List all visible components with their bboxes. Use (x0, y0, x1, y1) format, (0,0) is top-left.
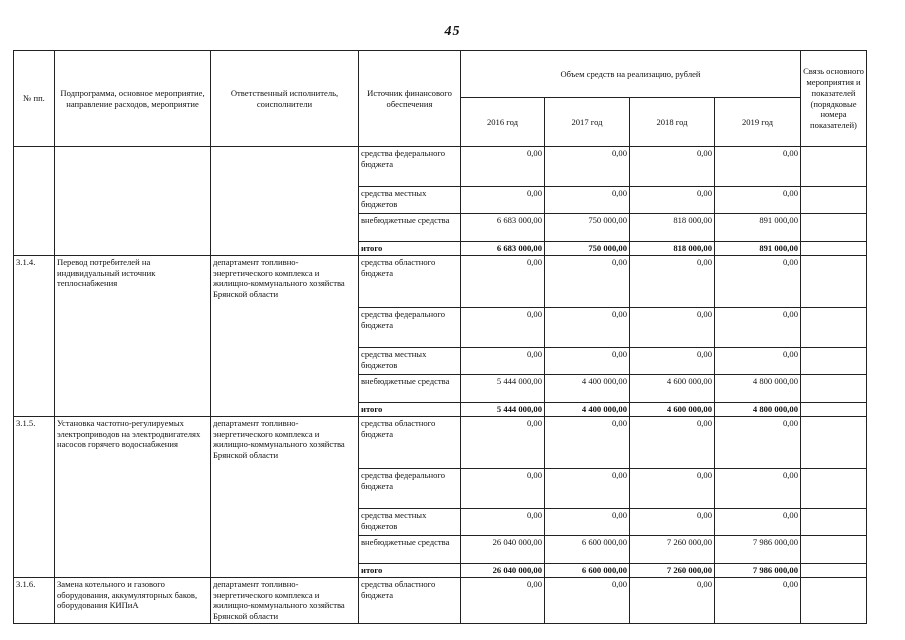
amount-cell: 6 600 000,00 (545, 564, 630, 578)
header-link: Связь основного мероприятия и показателей (порядковые номера показателей) (801, 51, 867, 147)
amount-cell: 0,00 (461, 509, 545, 536)
header-responsible: Ответственный исполнитель, соисполнители (211, 51, 359, 147)
link-cell (801, 509, 867, 536)
source-cell: средства областного бюджета (359, 578, 461, 624)
amount-cell: 6 683 000,00 (461, 242, 545, 256)
item-no-cell: 3.1.5. (14, 417, 55, 578)
source-cell: средства областного бюджета (359, 256, 461, 308)
link-cell (801, 417, 867, 469)
amount-cell: 0,00 (630, 187, 715, 214)
amount-cell: 0,00 (545, 417, 630, 469)
amount-cell: 0,00 (461, 187, 545, 214)
header-year: 2018 год (630, 98, 715, 147)
source-cell: внебюджетные средства (359, 375, 461, 403)
item-resp-cell: департамент топливно-энергетического комплекса и жилищно-коммунального хозяйства Брянской области (211, 578, 359, 624)
link-cell (801, 308, 867, 348)
amount-cell: 4 600 000,00 (630, 403, 715, 417)
amount-cell: 0,00 (715, 147, 801, 187)
source-cell: внебюджетные средства (359, 536, 461, 564)
amount-cell: 0,00 (545, 308, 630, 348)
amount-cell: 6 683 000,00 (461, 214, 545, 242)
source-cell: средства местных бюджетов (359, 509, 461, 536)
amount-cell: 0,00 (715, 256, 801, 308)
amount-cell: 4 800 000,00 (715, 375, 801, 403)
amount-cell: 818 000,00 (630, 242, 715, 256)
source-cell: средства федерального бюджета (359, 147, 461, 187)
amount-cell: 0,00 (545, 509, 630, 536)
amount-cell: 891 000,00 (715, 242, 801, 256)
amount-cell: 0,00 (630, 469, 715, 509)
amount-cell: 26 040 000,00 (461, 564, 545, 578)
amount-cell: 0,00 (461, 469, 545, 509)
link-cell (801, 469, 867, 509)
source-cell: итого (359, 564, 461, 578)
source-cell: итого (359, 403, 461, 417)
amount-cell: 4 400 000,00 (545, 403, 630, 417)
amount-cell: 0,00 (461, 348, 545, 375)
amount-cell: 0,00 (461, 308, 545, 348)
link-cell (801, 375, 867, 403)
item-no-cell: 3.1.4. (14, 256, 55, 417)
amount-cell: 0,00 (715, 308, 801, 348)
link-cell (801, 578, 867, 624)
amount-cell: 0,00 (715, 417, 801, 469)
link-cell (801, 214, 867, 242)
amount-cell: 7 260 000,00 (630, 564, 715, 578)
item-resp-cell (211, 147, 359, 256)
amount-cell: 0,00 (545, 578, 630, 624)
amount-cell: 0,00 (461, 417, 545, 469)
header-volume: Объем средств на реализацию, рублей (461, 51, 801, 98)
amount-cell: 0,00 (715, 469, 801, 509)
amount-cell: 0,00 (630, 417, 715, 469)
table-row (14, 256, 867, 308)
source-cell: средства местных бюджетов (359, 348, 461, 375)
source-cell: итого (359, 242, 461, 256)
amount-cell: 26 040 000,00 (461, 536, 545, 564)
source-cell: средства местных бюджетов (359, 187, 461, 214)
link-cell (801, 403, 867, 417)
amount-cell: 0,00 (545, 256, 630, 308)
amount-cell: 0,00 (545, 469, 630, 509)
amount-cell: 0,00 (461, 256, 545, 308)
amount-cell: 7 986 000,00 (715, 536, 801, 564)
link-cell (801, 348, 867, 375)
amount-cell: 750 000,00 (545, 242, 630, 256)
page-number: 45 (444, 24, 461, 39)
amount-cell: 6 600 000,00 (545, 536, 630, 564)
amount-cell: 750 000,00 (545, 214, 630, 242)
amount-cell: 0,00 (630, 256, 715, 308)
amount-cell: 0,00 (630, 578, 715, 624)
amount-cell: 0,00 (715, 187, 801, 214)
source-cell: средства федерального бюджета (359, 308, 461, 348)
table-row (14, 147, 867, 187)
item-resp-cell: департамент топливно-энергетического комплекса и жилищно-коммунального хозяйства Брянской области (211, 256, 359, 417)
item-name-cell (55, 147, 211, 256)
link-cell (801, 256, 867, 308)
amount-cell: 0,00 (715, 509, 801, 536)
source-cell: средства федерального бюджета (359, 469, 461, 509)
amount-cell: 4 800 000,00 (715, 403, 801, 417)
amount-cell: 5 444 000,00 (461, 375, 545, 403)
amount-cell: 0,00 (630, 348, 715, 375)
amount-cell: 0,00 (630, 147, 715, 187)
header-no: № пп. (14, 51, 55, 147)
amount-cell: 0,00 (461, 147, 545, 187)
table-body (14, 147, 867, 624)
budget-table (13, 50, 867, 624)
header-year: 2016 год (461, 98, 545, 147)
amount-cell: 0,00 (545, 348, 630, 375)
table-row (14, 578, 867, 624)
amount-cell: 0,00 (545, 187, 630, 214)
header-year: 2019 год (715, 98, 801, 147)
item-name-cell: Перевод потребителей на индивидуальный источник теплоснабжения (55, 256, 211, 417)
item-name-cell: Замена котельного и газового оборудования, аккумуляторных баков, оборудования КИПиА (55, 578, 211, 624)
source-cell: внебюджетные средства (359, 214, 461, 242)
amount-cell: 0,00 (715, 578, 801, 624)
item-name-cell: Установка частотно-регулируемых электроприводов на электродвигателях насосов горячего водоснабжения (55, 417, 211, 578)
item-no-cell (14, 147, 55, 256)
amount-cell: 0,00 (630, 308, 715, 348)
link-cell (801, 147, 867, 187)
amount-cell: 0,00 (630, 509, 715, 536)
amount-cell: 818 000,00 (630, 214, 715, 242)
item-resp-cell: департамент топливно-энергетического комплекса и жилищно-коммунального хозяйства Брянской области (211, 417, 359, 578)
amount-cell: 0,00 (461, 578, 545, 624)
amount-cell: 7 260 000,00 (630, 536, 715, 564)
link-cell (801, 536, 867, 564)
header-year: 2017 год (545, 98, 630, 147)
amount-cell: 0,00 (545, 147, 630, 187)
amount-cell: 7 986 000,00 (715, 564, 801, 578)
amount-cell: 4 600 000,00 (630, 375, 715, 403)
link-cell (801, 187, 867, 214)
item-no-cell: 3.1.6. (14, 578, 55, 624)
amount-cell: 4 400 000,00 (545, 375, 630, 403)
source-cell: средства областного бюджета (359, 417, 461, 469)
amount-cell: 5 444 000,00 (461, 403, 545, 417)
header-name: Подпрограмма, основное мероприятие, направление расходов, мероприятие (55, 51, 211, 147)
amount-cell: 0,00 (715, 348, 801, 375)
link-cell (801, 564, 867, 578)
table-row (14, 417, 867, 469)
header-source: Источник финансового обеспечения (359, 51, 461, 147)
amount-cell: 891 000,00 (715, 214, 801, 242)
link-cell (801, 242, 867, 256)
